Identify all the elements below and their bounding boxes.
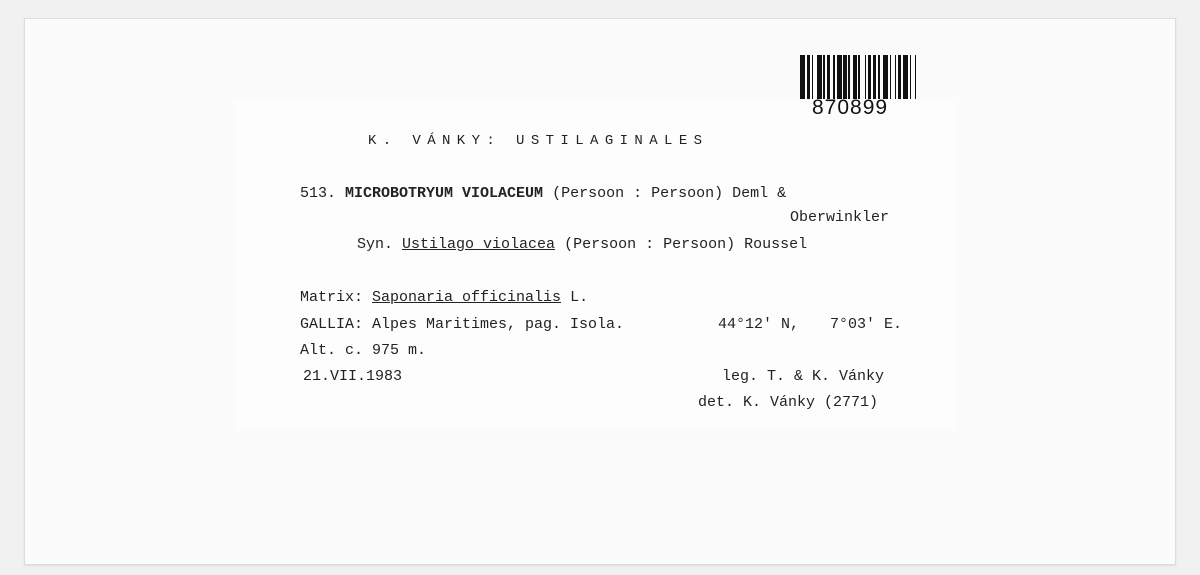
collection-date: 21.VII.1983 xyxy=(303,368,403,385)
synonym-name: Ustilago violacea xyxy=(402,236,556,253)
coordinates-longitude: 7°03' E. xyxy=(830,316,903,333)
barcode-graphic xyxy=(800,55,920,99)
species-line xyxy=(300,185,786,202)
species-authors-continued: Oberwinkler xyxy=(790,209,890,226)
altitude-line: Alt. c. 975 m. xyxy=(300,342,427,359)
collectors-line: leg. T. & K. Vánky xyxy=(722,368,885,385)
entry-number: 513. xyxy=(300,185,337,202)
matrix-prefix: Matrix: xyxy=(300,289,364,306)
matrix-line xyxy=(300,289,588,306)
matrix-suffix: L. xyxy=(570,289,589,306)
species-authors: (Persoon : Persoon) Deml & xyxy=(552,185,787,202)
barcode-stripe xyxy=(916,55,919,99)
barcode-number: 870899 xyxy=(812,96,889,119)
coordinates-latitude: 44°12' N, xyxy=(718,316,800,333)
determiner-line: det. K. Vánky (2771) xyxy=(698,394,879,411)
species-name: MICROBOTRYUM VIOLACEUM xyxy=(345,185,544,202)
collection-header: K. VÁNKY: USTILAGINALES xyxy=(368,133,709,149)
synonym-authors: (Persoon : Persoon) Roussel xyxy=(564,236,808,253)
matrix-host: Saponaria officinalis xyxy=(372,289,562,306)
locality-line: GALLIA: Alpes Maritimes, pag. Isola. xyxy=(300,316,625,333)
synonym-line xyxy=(357,236,807,253)
synonym-prefix: Syn. xyxy=(357,236,394,253)
